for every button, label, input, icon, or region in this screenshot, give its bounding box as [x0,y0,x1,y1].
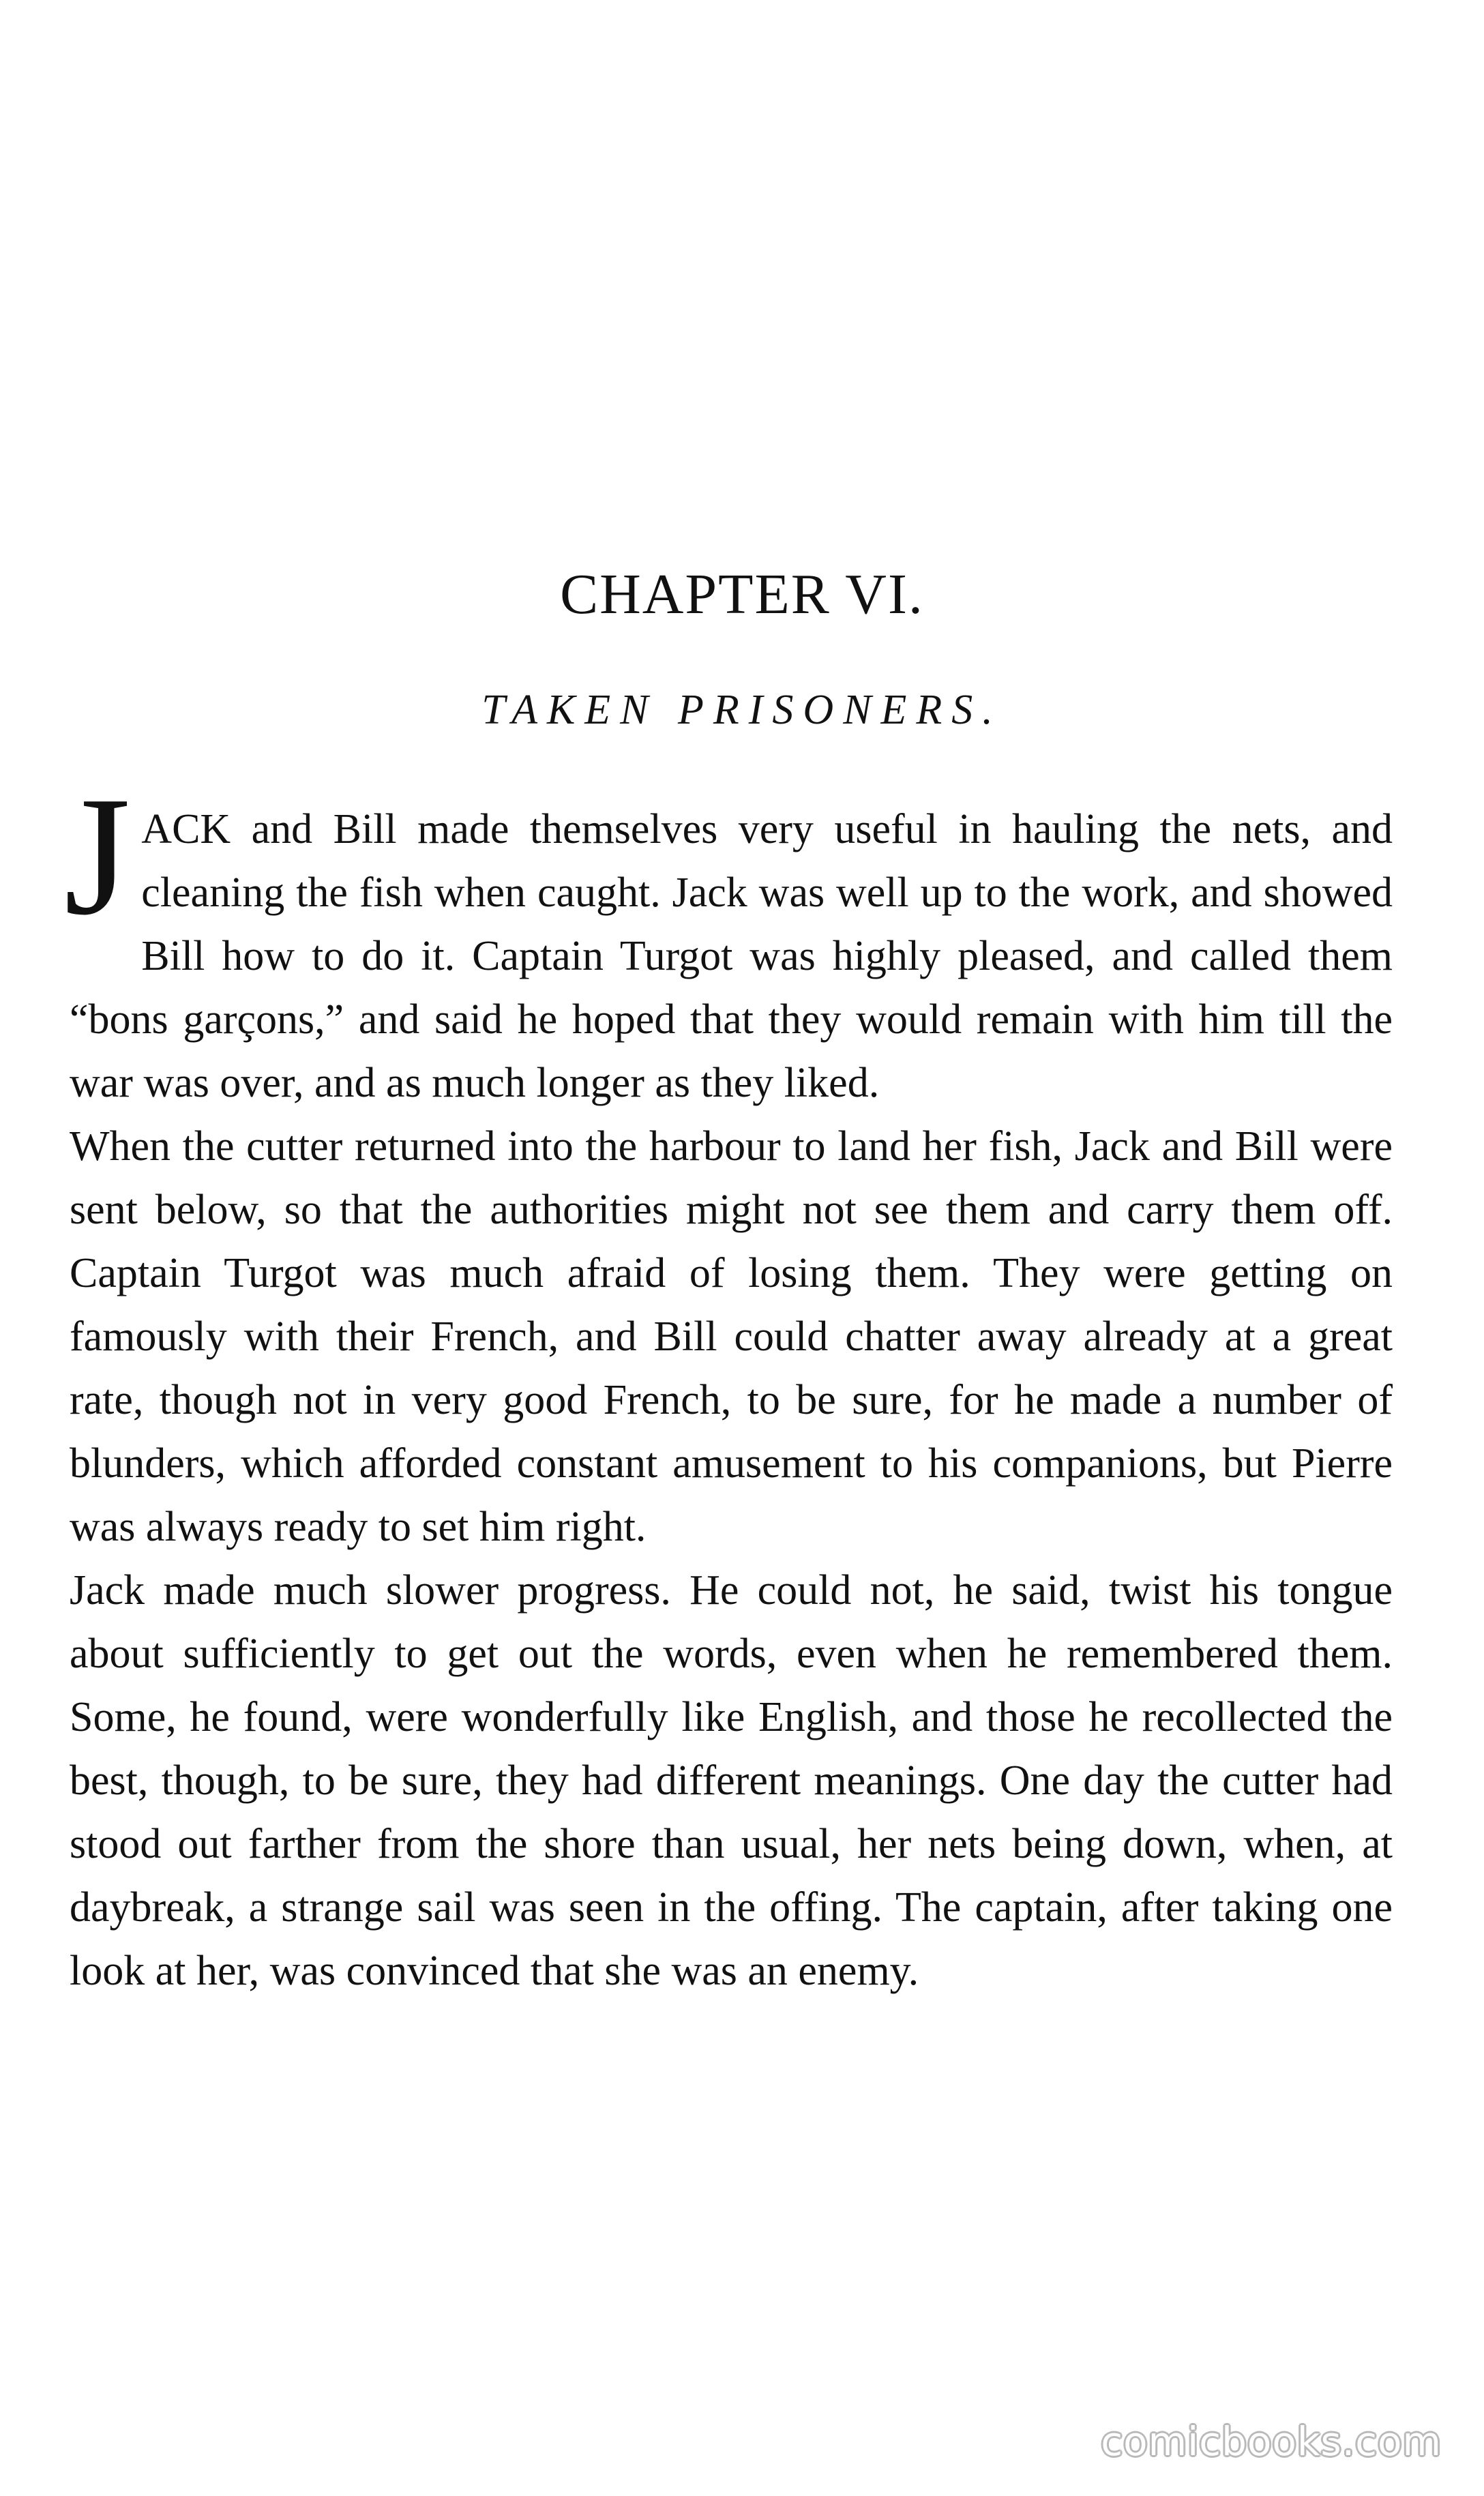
chapter-subtitle: TAKEN PRISONERS. [481,687,1003,733]
chapter-body [64,762,1393,2003]
site-watermark: comicbooks.com [1101,2418,1442,2465]
paragraph-1 [64,762,1393,1115]
drop-cap-letter: J [64,762,131,951]
paragraph-2-text: When the cutter returned into the harbour to land her fish, Jack and Bill were sent below, so that the authorities might not see them and carry them off. Captain Turgot was much afraid of losing them. They were getting on famously with their French, and Bill could chatter away already at a great rate, though not in very good French, to be sure, for he made a number of blunders, which afforded constant amusement to his companions, but Pierre was always ready to set him right. [70,1123,1393,1550]
paragraph-1-text: ACK and Bill made themselves very useful in hauling the nets, and cleaning the fish when caught. Jack was well up to the work, and showed Bill how to do it. Captain Turgot was highly pleased, and called them “bons garçons,” and said he hoped that they would remain with him till the war was over, and as much longer as they liked. [70,806,1393,1106]
paragraph-3-text: Jack made much slower progress. He could not, he said, twist his tongue about sufficiently to get out the words, even when he remembered them. Some, he found, were wonderfully like English, and those he recollected the best, though, to be sure, they had different meanings. One day the cutter had stood out farther from the shore than usual, her nets being down, when, at daybreak, a strange sail was seen in the offing. The captain, after taking one look at her, was convinced that she was an enemy. [70,1567,1393,1994]
chapter-title: CHAPTER VI. [560,563,924,626]
paragraph-3 [70,1559,1393,2003]
paragraph-2 [70,1115,1393,1559]
